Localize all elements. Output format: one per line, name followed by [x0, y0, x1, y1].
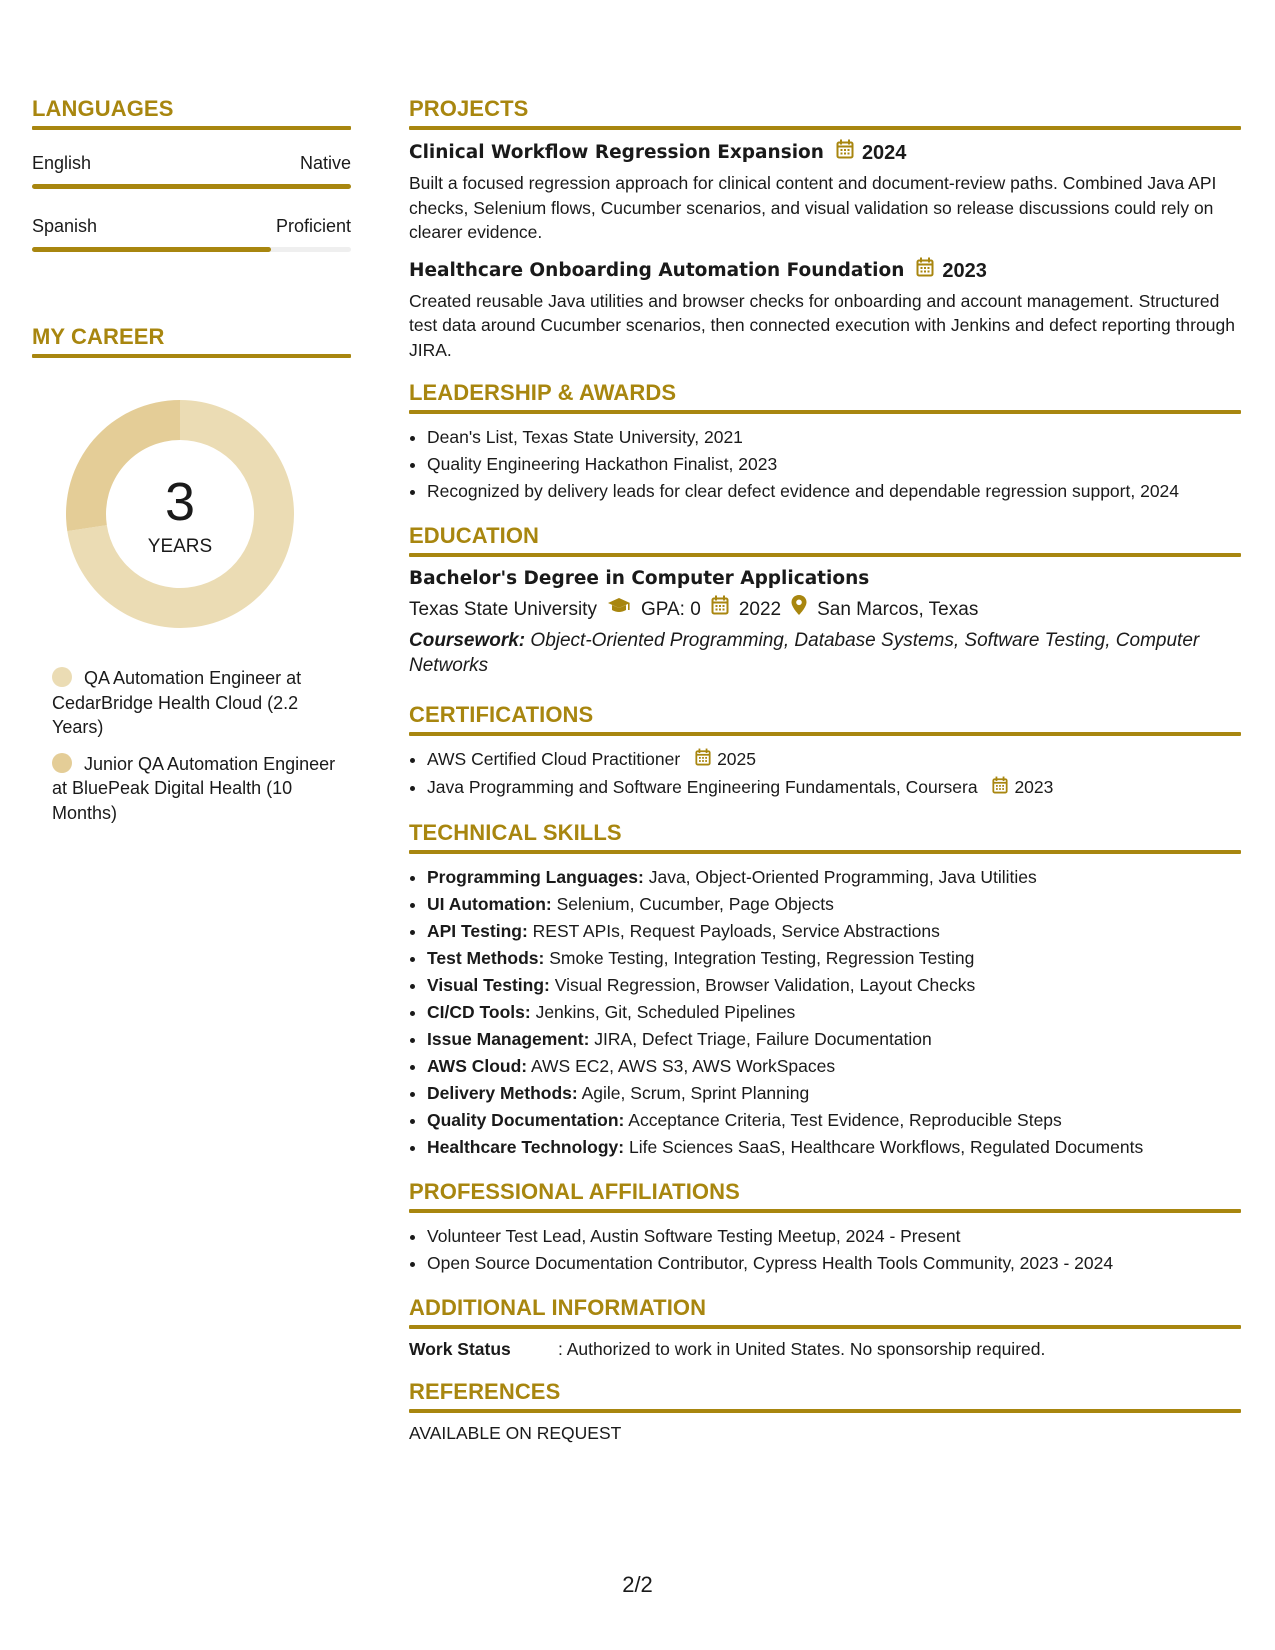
- coursework: [409, 628, 1241, 678]
- career-donut-chart: [66, 400, 294, 628]
- calendar-icon: [992, 775, 1008, 802]
- certification-year: 2025: [717, 749, 757, 769]
- project-description: Created reusable Java utilities and browser checks for onboarding and account management. Structured test data around Cucumber scenarios, then connected execution with Jenkins and defect reporting through JIRA.: [409, 290, 1235, 360]
- skill-label: Programming Languages:: [427, 866, 644, 887]
- skill-value: Agile, Scrum, Sprint Planning: [577, 1082, 810, 1103]
- legend-dot: [52, 753, 72, 773]
- section-divider: [32, 354, 351, 358]
- language-item: [32, 152, 351, 189]
- skill-label: Healthcare Technology:: [427, 1136, 625, 1157]
- language-level: Native: [299, 153, 351, 173]
- section-title: LEADERSHIP & AWARDS: [409, 380, 677, 405]
- list-item: • Quality Engineering Hackathon Finalist, 2023: [427, 451, 1241, 478]
- skill-value: Acceptance Criteria, Test Evidence, Reproducible Steps: [624, 1109, 1062, 1130]
- certifications-list: [409, 746, 1241, 802]
- section-divider: [409, 410, 1241, 414]
- list-item: • Volunteer Test Lead, Austin Software Testing Meetup, 2024 - Present: [427, 1223, 1241, 1250]
- education-section: [409, 521, 1241, 678]
- career-legend: [32, 666, 351, 825]
- skill-label: Visual Testing:: [427, 974, 550, 995]
- affiliations-section: [409, 1177, 1241, 1277]
- skill-label: Quality Documentation:: [427, 1109, 625, 1130]
- skill-item: [427, 972, 1241, 999]
- section-divider: [409, 732, 1241, 736]
- project-year: 2024: [861, 142, 907, 164]
- section-divider: [409, 1409, 1241, 1413]
- list-item: • Recognized by delivery leads for clear defect evidence and dependable regression support, 2024: [427, 478, 1241, 505]
- skill-item: [427, 1026, 1241, 1053]
- left-column: [32, 94, 351, 837]
- section-title: EDUCATION: [409, 523, 540, 548]
- skill-label: API Testing:: [427, 920, 528, 941]
- language-level: Proficient: [275, 216, 351, 236]
- language-item: [32, 215, 351, 252]
- language-name: Spanish: [32, 216, 98, 236]
- info-value: : Authorized to work in United States. No sponsorship required.: [558, 1338, 1046, 1359]
- affiliations-list: [409, 1223, 1241, 1277]
- section-divider: [409, 126, 1241, 130]
- certification-name: Java Programming and Software Engineering Fundamentals, Coursera: [427, 776, 978, 797]
- project-description: Built a focused regression approach for clinical content and document-review paths. Combined Java API checks, Selenium flows, Cucumber scenarios, and visual validation so release discussions could rely on clearer evidence.: [409, 173, 1217, 242]
- additional-info-section: [409, 1293, 1241, 1361]
- skills-list: [409, 864, 1241, 1161]
- language-proficiency-fill: [32, 247, 271, 252]
- skill-label: AWS Cloud:: [427, 1055, 528, 1076]
- section-title: LANGUAGES: [32, 96, 174, 121]
- right-column: [409, 94, 1241, 1444]
- section-title: ADDITIONAL INFORMATION: [409, 1294, 707, 1320]
- gpa: GPA: 0: [640, 598, 701, 620]
- graduation-cap-icon: [607, 596, 631, 624]
- career-total-unit: YEARS: [147, 536, 213, 557]
- degree-name: Bachelor's Degree in Computer Applications: [409, 568, 870, 589]
- section-divider: [32, 126, 351, 130]
- skill-value: AWS EC2, AWS S3, AWS WorkSpaces: [527, 1055, 836, 1076]
- language-proficiency-bar: [32, 184, 351, 189]
- school-location: San Marcos, Texas: [817, 598, 979, 620]
- skill-value: Java, Object-Oriented Programming, Java Utilities: [643, 866, 1037, 887]
- skills-section: [409, 818, 1241, 1161]
- coursework-label: Coursework:: [409, 630, 526, 651]
- list-item: [427, 746, 1241, 774]
- list-item: • Dean's List, Texas State University, 2021: [427, 424, 1241, 451]
- project-item: [409, 139, 1241, 245]
- section-divider: [409, 553, 1241, 557]
- section-title: CERTIFICATIONS: [409, 702, 594, 727]
- certification-name: AWS Certified Cloud Practitioner: [427, 749, 681, 769]
- languages-section: [32, 94, 351, 252]
- list-item: [427, 774, 1241, 802]
- career-total-number: 3: [164, 472, 196, 532]
- certifications-section: [409, 700, 1241, 802]
- section-title: TECHNICAL SKILLS: [409, 819, 622, 845]
- skill-item: [427, 1107, 1241, 1134]
- career-legend-item: [52, 752, 351, 826]
- section-title: MY CAREER: [32, 324, 165, 349]
- career-legend-label: Junior QA Automation Engineer at BluePeak Digital Health (10 Months): [52, 753, 336, 823]
- section-divider: [409, 1325, 1241, 1329]
- leadership-section: [409, 378, 1241, 505]
- skill-item: [427, 891, 1241, 918]
- section-divider: [409, 1209, 1241, 1213]
- calendar-icon: [695, 747, 711, 774]
- skill-label: Issue Management:: [427, 1028, 590, 1049]
- project-year: 2023: [942, 259, 987, 282]
- calendar-icon: [836, 139, 854, 167]
- graduation-year: 2022: [738, 598, 782, 620]
- section-title: PROFESSIONAL AFFILIATIONS: [409, 1178, 740, 1204]
- skill-item: [427, 918, 1241, 945]
- skill-value: Jenkins, Git, Scheduled Pipelines: [530, 1001, 796, 1022]
- skill-item: [427, 1080, 1241, 1107]
- section-divider: [409, 850, 1241, 854]
- skill-item: [427, 999, 1241, 1026]
- legend-dot: [52, 667, 72, 687]
- skill-item: [427, 945, 1241, 972]
- references-text: AVAILABLE ON REQUEST: [409, 1422, 622, 1443]
- career-section: [32, 322, 351, 825]
- skill-label: Delivery Methods:: [427, 1082, 578, 1103]
- section-title: REFERENCES: [409, 1378, 561, 1404]
- skill-label: Test Methods:: [427, 947, 545, 968]
- skill-label: UI Automation:: [427, 893, 552, 914]
- calendar-icon: [916, 257, 934, 285]
- coursework-list: Object-Oriented Programming, Database Systems, Software Testing, Computer Networks: [409, 630, 1200, 676]
- leadership-list: [409, 424, 1241, 505]
- project-name: Healthcare Onboarding Automation Foundation: [409, 259, 905, 281]
- skill-item: [427, 864, 1241, 891]
- info-row: [409, 1337, 1241, 1361]
- map-pin-icon: [791, 595, 807, 624]
- section-title: PROJECTS: [409, 96, 529, 121]
- skill-value: Visual Regression, Browser Validation, Layout Checks: [549, 974, 976, 995]
- skill-value: Smoke Testing, Integration Testing, Regression Testing: [544, 947, 975, 968]
- project-name: Clinical Workflow Regression Expansion: [409, 142, 824, 163]
- projects-section: [409, 94, 1241, 362]
- skill-value: JIRA, Defect Triage, Failure Documentation: [589, 1028, 932, 1049]
- language-proficiency-bar: [32, 247, 351, 252]
- calendar-icon: [711, 595, 729, 624]
- education-details: [409, 595, 1241, 624]
- list-item: • Open Source Documentation Contributor, Cypress Health Tools Community, 2023 - 2024: [427, 1250, 1241, 1277]
- school-name: Texas State University: [409, 598, 597, 620]
- skill-value: Selenium, Cucumber, Page Objects: [551, 893, 834, 914]
- project-item: [409, 257, 1241, 363]
- skill-value: Life Sciences SaaS, Healthcare Workflows, Regulated Documents: [624, 1136, 1144, 1157]
- career-legend-label: QA Automation Engineer at CedarBridge Health Cloud (2.2 Years): [52, 668, 302, 737]
- page-number: 2/2: [622, 1572, 653, 1597]
- certification-year: 2023: [1014, 776, 1054, 797]
- language-name: English: [32, 153, 92, 173]
- skill-label: CI/CD Tools:: [427, 1001, 531, 1022]
- language-proficiency-fill: [32, 184, 351, 189]
- skill-item: [427, 1053, 1241, 1080]
- skill-item: [427, 1134, 1241, 1161]
- info-key: Work Status: [409, 1338, 511, 1359]
- skill-value: REST APIs, Request Payloads, Service Abstractions: [527, 920, 940, 941]
- references-section: [409, 1377, 1241, 1444]
- career-legend-item: [52, 666, 351, 740]
